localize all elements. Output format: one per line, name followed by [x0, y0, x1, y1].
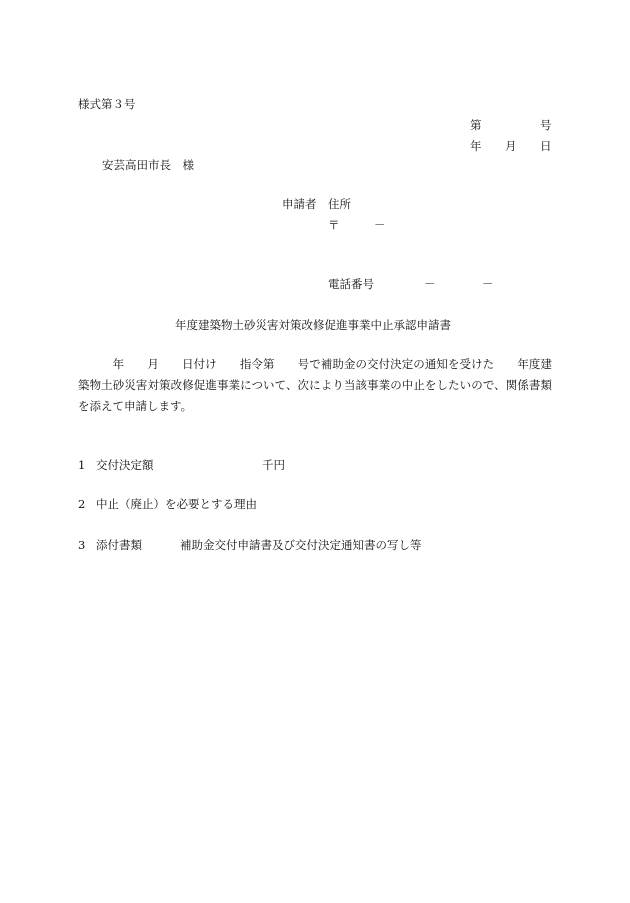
item-2-number: 2 [78, 497, 86, 511]
date-day: 日 [540, 139, 552, 153]
date-year: 年 [470, 139, 482, 153]
form-number: 様式第３号 [78, 97, 136, 111]
addressee: 安芸高田市長 様 [102, 158, 194, 172]
phone-dash-2: － [482, 277, 494, 291]
doc-number-prefix: 第 [470, 118, 482, 132]
item-3-label: 添付書類 [96, 538, 142, 552]
item-1-value: 千円 [262, 458, 285, 472]
item-1-number: 1 [78, 458, 86, 472]
phone-label: 電話番号 [328, 277, 374, 291]
item-2-label: 中止（廃止）を必要とする理由 [96, 497, 257, 511]
address-label: 住所 [328, 197, 351, 211]
postal-dash: － [374, 218, 386, 232]
date-month: 月 [505, 139, 517, 153]
applicant-label: 申請者 [282, 197, 317, 211]
postal-mark: 〒 [328, 218, 340, 232]
item-3-number: 3 [78, 538, 86, 552]
doc-number-suffix: 号 [540, 118, 552, 132]
phone-dash-1: － [424, 277, 436, 291]
document-title: 年度建築物土砂災害対策改修促進事業中止承認申請書 [175, 318, 451, 332]
item-1-label: 交付決定額 [96, 458, 154, 472]
item-3-value: 補助金交付申請書及び交付決定通知書の写し等 [180, 538, 422, 552]
body-paragraph: 年 月 日付け 指令第 号で補助金の交付決定の通知を受けた 年度建築物土砂災害対策改修促進事業について、次により当該事業の中止をしたいので、関係書類を添えて申請します。 [78, 357, 552, 413]
